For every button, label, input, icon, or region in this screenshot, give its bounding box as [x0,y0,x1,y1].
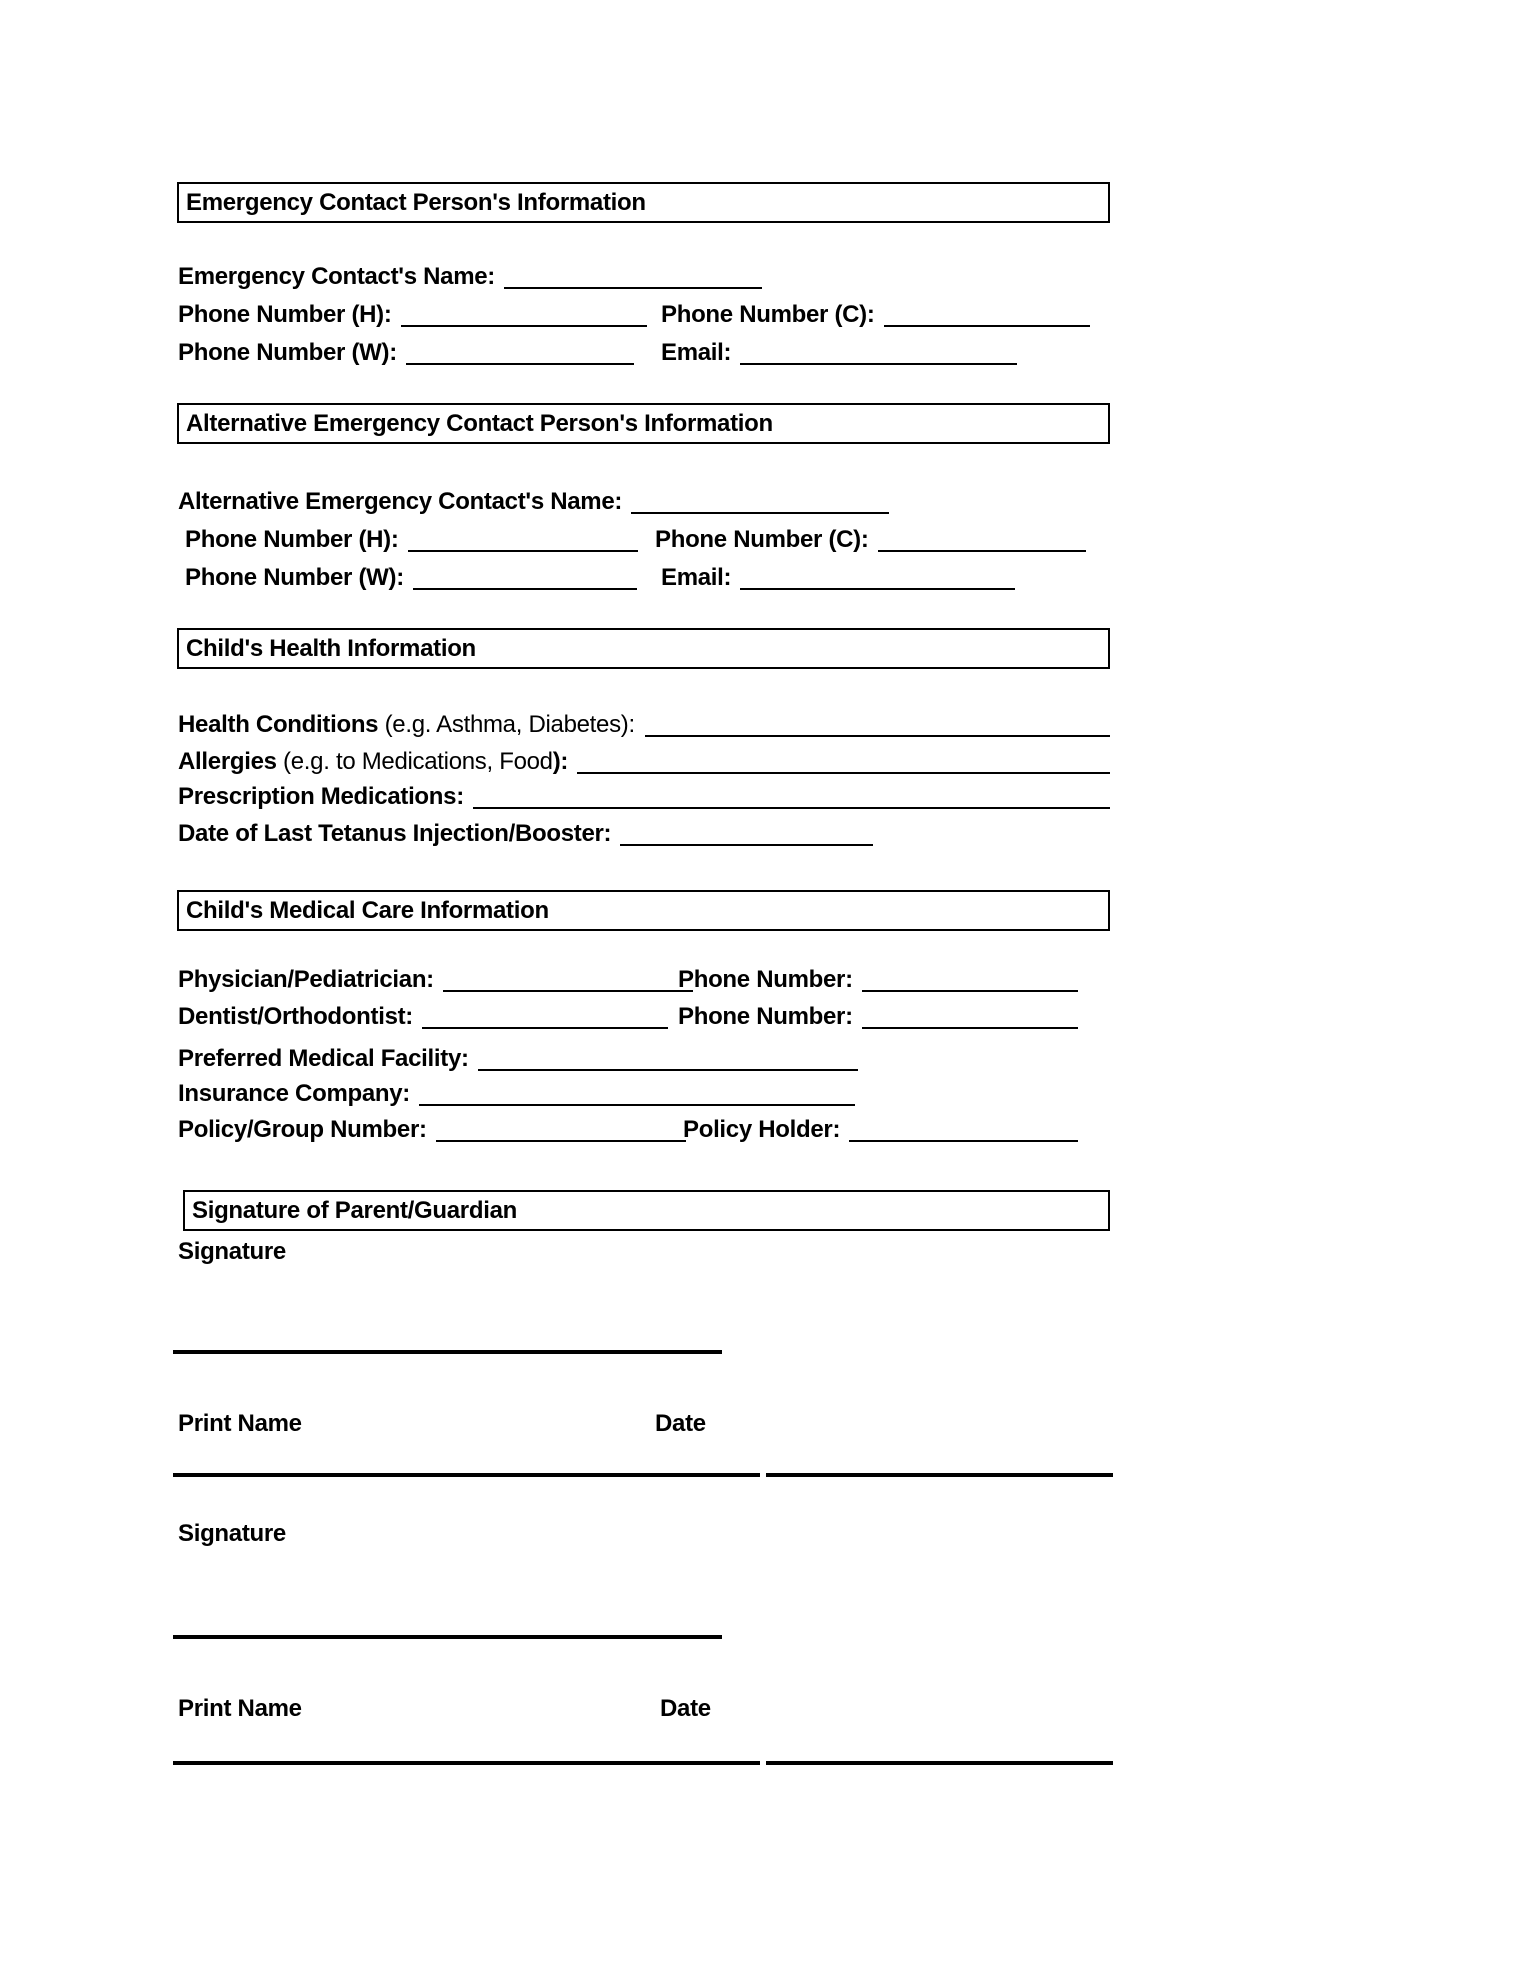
dentist-field[interactable] [422,1027,668,1029]
signature-2-line[interactable] [173,1635,722,1639]
section-header-alternative-contact-label: Alternative Emergency Contact Person's Information [186,410,773,437]
date-2-line[interactable] [766,1761,1113,1765]
section-header-child-health-label: Child's Health Information [186,635,476,662]
section-header-emergency-contact-label: Emergency Contact Person's Information [186,189,646,216]
dentist-label: Dentist/Orthodontist: [178,1003,414,1030]
policy-group-number-field[interactable] [436,1140,686,1142]
allergies-label-suffix: ): [552,748,569,775]
emergency-phone-home-field[interactable] [401,325,647,327]
alt-phone-cell-field[interactable] [878,550,1086,552]
emergency-phone-work-field[interactable] [406,363,634,365]
alt-email-label: Email: [661,564,732,591]
allergies-label: Allergies [178,748,277,775]
physician-field[interactable] [443,990,693,992]
policy-group-number-label: Policy/Group Number: [178,1116,427,1143]
policy-holder-field[interactable] [849,1140,1078,1142]
allergies-hint: (e.g. to Medications, Food [276,748,553,775]
section-header-child-health [177,628,1110,669]
emergency-contact-name-label: Emergency Contact's Name: [178,263,495,290]
date-1-line[interactable] [766,1473,1113,1477]
date-2-line-short[interactable] [658,1761,760,1765]
print-name-2-line[interactable] [173,1761,722,1765]
print-name-1-label: Print Name [178,1410,302,1437]
alt-phone-cell-label: Phone Number (C): [655,526,869,553]
health-conditions-hint: (e.g. Asthma, Diabetes): [378,711,642,738]
emergency-phone-cell-label: Phone Number (C): [661,301,875,328]
prescription-medications-label: Prescription Medications: [178,783,464,810]
date-1-label: Date [655,1410,706,1437]
section-header-signature [183,1190,1110,1231]
print-name-2-label: Print Name [178,1695,302,1722]
physician-label: Physician/Pediatrician: [178,966,434,993]
alt-phone-work-field[interactable] [413,588,637,590]
alt-phone-home-label: Phone Number (H): [185,526,399,553]
signature-2-label: Signature [178,1520,286,1547]
alt-contact-name-field[interactable] [631,512,889,514]
emergency-email-field[interactable] [740,363,1017,365]
health-conditions-field[interactable] [645,735,1110,737]
section-header-emergency-contact [177,182,1110,223]
date-2-label: Date [660,1695,711,1722]
date-1-line-short[interactable] [658,1473,760,1477]
tetanus-date-field[interactable] [620,844,873,846]
policy-holder-label: Policy Holder: [683,1116,841,1143]
section-header-medical-care-label: Child's Medical Care Information [186,897,549,924]
health-conditions-label: Health Conditions [178,711,379,738]
insurance-company-label: Insurance Company: [178,1080,410,1107]
emergency-phone-home-label: Phone Number (H): [178,301,392,328]
prescription-medications-field[interactable] [473,807,1110,809]
emergency-email-label: Email: [661,339,732,366]
emergency-phone-work-label: Phone Number (W): [178,339,397,366]
alt-phone-work-label: Phone Number (W): [185,564,404,591]
alt-phone-home-field[interactable] [408,550,638,552]
physician-phone-field[interactable] [862,990,1078,992]
physician-phone-label: Phone Number: [678,966,853,993]
signature-1-line[interactable] [173,1350,722,1354]
section-header-signature-label: Signature of Parent/Guardian [192,1197,517,1224]
medical-facility-field[interactable] [478,1069,858,1071]
emergency-phone-cell-field[interactable] [884,325,1090,327]
signature-1-label: Signature [178,1238,286,1265]
allergies-field[interactable] [577,772,1110,774]
section-header-alternative-contact [177,403,1110,444]
dentist-phone-field[interactable] [862,1027,1078,1029]
alt-email-field[interactable] [740,588,1015,590]
emergency-contact-name-field[interactable] [504,287,762,289]
medical-facility-label: Preferred Medical Facility: [178,1045,469,1072]
insurance-company-field[interactable] [419,1104,855,1106]
dentist-phone-label: Phone Number: [678,1003,853,1030]
section-header-medical-care [177,890,1110,931]
print-name-1-line[interactable] [173,1473,722,1477]
alt-contact-name-label: Alternative Emergency Contact's Name: [178,488,623,515]
tetanus-date-label: Date of Last Tetanus Injection/Booster: [178,820,612,847]
